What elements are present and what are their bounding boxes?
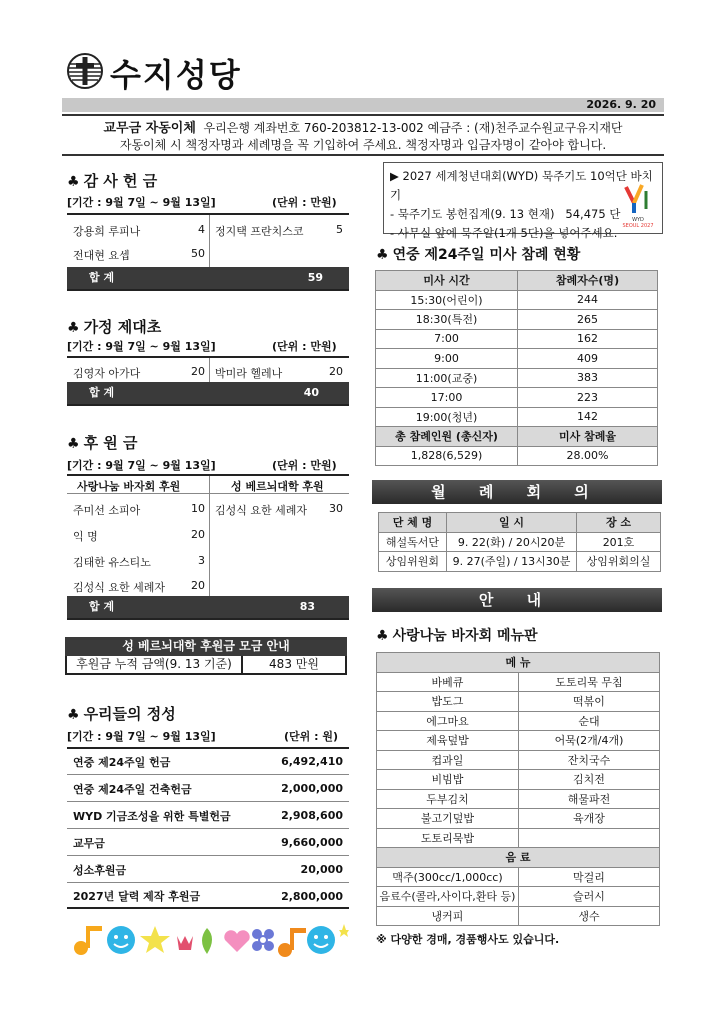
thanks-name: 정지택 프란치스코 — [215, 225, 304, 238]
table-row: 비빔밥 김치전 — [377, 770, 660, 790]
wyd-logo-icon — [620, 181, 656, 229]
support-col2-head: 성 베르뇌대학 후원 — [231, 480, 324, 493]
thanks-name: 전대현 요셉 — [73, 249, 130, 262]
support-total-bar: 합 계 83 — [67, 596, 349, 618]
offerings-table — [67, 747, 349, 909]
offering-row: 2027년 달력 제작 후원금 2,800,000 — [73, 889, 343, 903]
club-icon: ♣ — [67, 320, 80, 336]
table-row: 밥도그 떡볶이 — [377, 692, 660, 712]
support-unit: (단위 : 만원) — [272, 459, 337, 472]
family-table — [67, 356, 349, 406]
church-logo-icon — [66, 52, 104, 90]
club-icon: ♣ — [67, 436, 80, 452]
heart-icon — [224, 930, 249, 952]
smiley-icon — [107, 926, 135, 954]
bernaux-value: 483 만원 — [269, 657, 319, 671]
table-row: 15:30(어린이) 244 — [376, 290, 658, 310]
thanks-period: [기간 : 9월 7일 ~ 9월 13일] — [67, 196, 216, 209]
bernaux-label: 후원금 누적 금액(9. 13 기준) — [67, 656, 243, 673]
offering-row: 교무금 9,660,000 — [67, 830, 349, 856]
auto-transfer-notice — [62, 114, 664, 156]
family-period: [기간 : 9월 7일 ~ 9월 13일] — [67, 340, 216, 353]
table-row: 맥주(300cc/1,000cc) 막걸리 — [377, 867, 660, 887]
club-icon: ♣ — [67, 174, 80, 190]
offerings-unit: (단위 : 원) — [284, 730, 338, 743]
section-title-thanks: ♣ 감 사 헌 금 — [67, 172, 158, 190]
section-title-mass: ♣ 연중 제24주일 미사 참례 현황 — [376, 247, 581, 263]
svg-text:SEOUL 2027: SEOUL 2027 — [622, 223, 654, 229]
thanks-name: 강용희 루피나 — [73, 225, 141, 238]
star-icon — [339, 924, 349, 937]
thanks-value: 5 — [336, 223, 343, 236]
support-name: 김성식 요한 세례자 — [73, 581, 166, 594]
support-value: 20 — [191, 528, 205, 541]
notice-line2: 자동이체 시 책정자명과 세례명을 꼭 기입하여 주세요. 책정자명과 입금자명이 같아야 합니다. — [119, 138, 607, 152]
offering-row: 연중 제24주일 헌금 6,492,410 — [67, 749, 349, 775]
family-value: 20 — [191, 365, 205, 378]
bazaar-footnote: ※ 다양한 경매, 경품행사도 있습니다. — [376, 933, 560, 946]
table-row: 9:00 409 — [376, 349, 658, 369]
offering-row: 연중 제24주일 건축헌금 2,000,000 — [67, 776, 349, 802]
table-row: 상임위원회 9. 27(주일) / 13시30분 상임위회의실 — [379, 552, 661, 572]
table-row: 19:00(청년) 142 — [376, 407, 658, 427]
support-value: 20 — [191, 579, 205, 592]
table-row: 7:00 162 — [376, 329, 658, 349]
table-row: 냉커피 생수 — [377, 906, 660, 926]
table-row: 바베큐 도토리묵 무침 — [377, 672, 660, 692]
offering-row: WYD 기금조성을 위한 특별헌금 2,908,600 — [67, 803, 349, 829]
table-row: 도토리묵밥 — [377, 828, 660, 848]
wyd-rosary-box — [383, 162, 663, 240]
thanks-table — [67, 213, 349, 291]
guide-bar: 안 내 — [372, 588, 662, 612]
support-col1-head: 사랑나눔 바자회 후원 — [77, 480, 181, 493]
support-table — [67, 474, 349, 620]
table-row: 17:00 223 — [376, 388, 658, 408]
support-value: 3 — [198, 554, 205, 567]
wyd-line3: - 사무실 앞에 묵주알(1개 5단)을 넣어주세요. — [390, 226, 618, 240]
tulip-icon — [177, 936, 193, 950]
table-row: 불고기덮밥 육개장 — [377, 809, 660, 829]
leaf-icon — [202, 928, 212, 954]
wyd-line2: - 묵주기도 봉헌집계(9. 13 현재) 54,475 단 — [390, 207, 621, 221]
support-name: 김성식 요한 세례자 — [215, 504, 308, 517]
support-name: 김태한 유스티노 — [73, 556, 151, 569]
support-value: 10 — [191, 502, 205, 515]
table-row: 제육덮밥 어묵(2개/4개) — [377, 731, 660, 751]
bernaux-fund-box — [65, 637, 347, 677]
family-value: 20 — [329, 365, 343, 378]
wyd-line1: ▶ 2027 세계청년대회(WYD) 묵주기도 10억단 바치기 — [390, 169, 653, 202]
page-title: 수지성당 — [110, 56, 242, 94]
section-title-offerings: ♣ 우리들의 정성 — [67, 705, 176, 723]
thanks-total-bar: 합 계 59 — [67, 267, 349, 289]
notice-bold: 교무금 자동이체 — [103, 121, 196, 136]
notice-account: 우리은행 계좌번호 760-203812-13-002 예금주 : (재)천주교수원교구유지재단 — [203, 121, 623, 135]
issue-date: 2026. 9. 20 — [62, 98, 664, 112]
bernaux-head: 성 베르뇌대학 후원금 모금 안내 — [65, 637, 347, 656]
family-unit: (단위 : 만원) — [272, 340, 337, 353]
music-note-icon — [278, 928, 306, 957]
thanks-unit: (단위 : 만원) — [272, 196, 337, 209]
club-icon: ♣ — [67, 707, 80, 723]
table-row: 컵과일 잔치국수 — [377, 750, 660, 770]
table-row: 11:00(교중) 383 — [376, 368, 658, 388]
mass-attendance-table: 미사 시간 참례자수(명) 15:30(어린이) 244 18:30(특전) 265 7:00 162 9:00 409 11:00(교중) 383 17:00 223 19:00(청년) 142 총 참례인원 (총신자) 미사 참례율 1,828(6,529) 28.00% — [375, 270, 658, 466]
support-name: 주미선 소피아 — [73, 504, 141, 517]
club-icon: ♣ — [376, 628, 389, 644]
svg-text:WYD: WYD — [632, 217, 644, 223]
meeting-table: 단 체 명 일 시 장 소 해설독서단 9. 22(화) / 20시20분 201호 상임위원회 9. 27(주일) / 13시30분 상임위회의실 — [378, 512, 661, 572]
bazaar-menu-table: 메 뉴 바베큐 도토리묵 무침 밥도그 떡볶이 에그마요 순대 제육덮밥 어묵(2개/4개) 컵과일 잔치국수 비빔밥 김치전 두부김치 해물파전 불고기덮밥 육개장 도토리묵밥 음 료 맥주(300cc/1,000cc) 막걸리 음료수(콜라,사이다,환타 등) 슬러시 냉커피 생수 — [376, 652, 660, 926]
support-name: 익 명 — [73, 530, 98, 543]
offerings-period: [기간 : 9월 7일 ~ 9월 13일] — [67, 730, 216, 743]
meeting-bar: 월 례 회 의 — [372, 480, 662, 504]
table-row: 1,828(6,529) 28.00% — [376, 446, 658, 466]
table-row: 두부김치 해물파전 — [377, 789, 660, 809]
section-title-support: ♣ 후 원 금 — [67, 434, 138, 452]
support-value: 30 — [329, 502, 343, 515]
table-row: 에그마요 순대 — [377, 711, 660, 731]
support-period: [기간 : 9월 7일 ~ 9월 13일] — [67, 459, 216, 472]
section-title-family: ♣ 가정 제대초 — [67, 318, 162, 336]
smiley-icon — [307, 926, 335, 954]
music-note-icon — [74, 926, 102, 955]
family-total-bar: 합 계 40 — [67, 382, 349, 404]
table-row: 음료수(콜라,사이다,환타 등) 슬러시 — [377, 887, 660, 907]
flower-icon — [252, 929, 274, 951]
decorative-icons-strip — [67, 918, 349, 962]
club-icon: ♣ — [376, 247, 389, 263]
section-title-bazaar: ♣ 사랑나눔 바자회 메뉴판 — [376, 628, 538, 644]
family-name: 박미라 헬레나 — [215, 367, 283, 380]
offering-row: 성소후원금 20,000 — [67, 857, 349, 883]
table-row: 해설독서단 9. 22(화) / 20시20분 201호 — [379, 532, 661, 552]
thanks-value: 50 — [191, 247, 205, 260]
star-icon — [140, 926, 170, 953]
table-row: 18:30(특전) 265 — [376, 310, 658, 330]
family-name: 김영자 아가다 — [73, 367, 141, 380]
thanks-value: 4 — [198, 223, 205, 236]
